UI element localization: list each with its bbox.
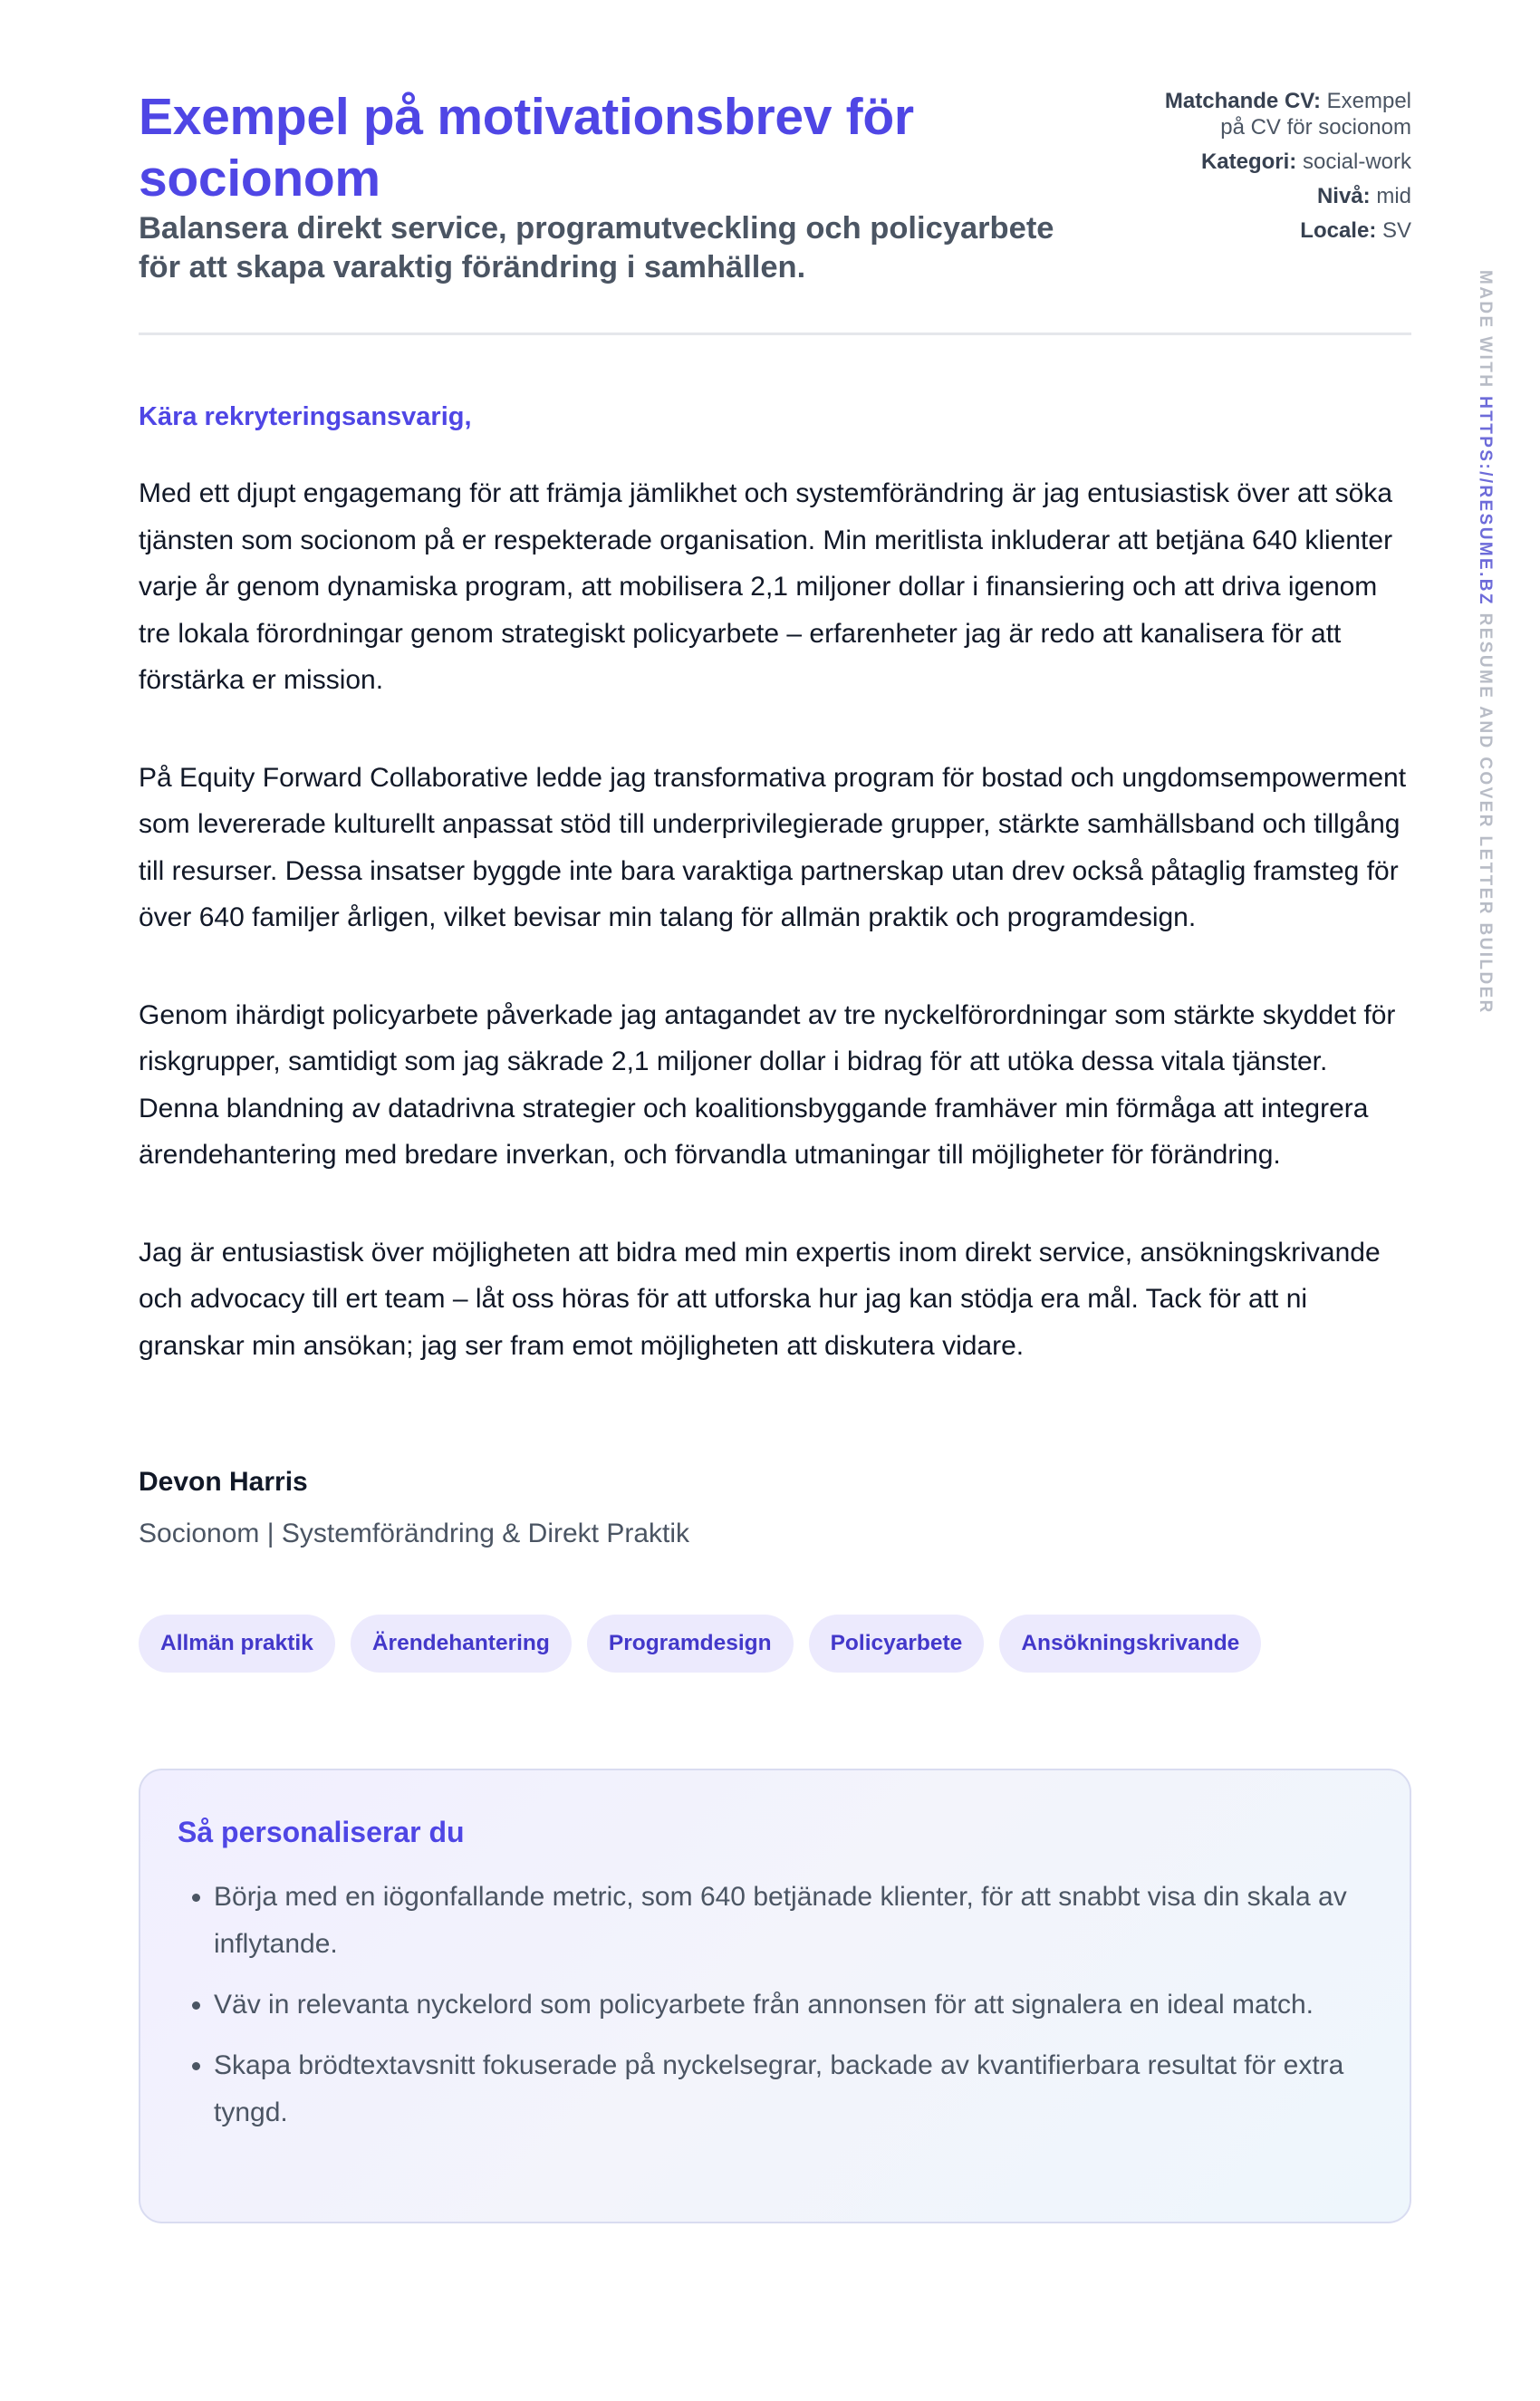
watermark-link[interactable]: HTTPS://RESUME.BZ bbox=[1476, 396, 1495, 606]
watermark-text bbox=[1475, 270, 1495, 1015]
meta-key: Nivå: bbox=[1316, 184, 1371, 208]
signature-title: Socionom | Systemförändring & Direkt Praktik bbox=[139, 1519, 690, 1548]
skill-tag: Allmän praktik bbox=[139, 1615, 335, 1673]
tips-list bbox=[178, 1874, 1373, 2136]
meta-value: mid bbox=[1376, 184, 1411, 208]
meta-value: social-work bbox=[1302, 149, 1411, 174]
meta-key: Locale: bbox=[1300, 218, 1377, 243]
page-title: Exempel på motivationsbrev för socionom bbox=[139, 88, 914, 207]
meta-value-link[interactable]: Exempel på CV för socionom bbox=[1220, 89, 1411, 140]
watermark-suffix: RESUME AND COVER LETTER BUILDER bbox=[1476, 612, 1495, 1015]
meta-category bbox=[1140, 149, 1411, 175]
page-subtitle: Balansera direkt service, programutveckling och policyarbete för att skapa varaktig förändring i samhällen. bbox=[139, 211, 1054, 284]
meta-locale bbox=[1140, 217, 1411, 244]
letter-paragraph: Genom ihärdigt policyarbete påverkade jag antagandet av tre nyckelförordningar som stärkte skyddet för riskgrupper, samtidigt som jag säkrade 2,1 miljoner dollar i bidrag för att utöka dessa vitala tjänster. Denna blandning av datadrivna strategier och koalitionsbyggande framhäver min förmåga att integrera ärendehantering med bredare inverkan, och förvandla utmaningar till möjligheter för förändring. bbox=[139, 999, 1396, 1170]
meta-key: Matchande CV: bbox=[1164, 89, 1321, 113]
letter-body bbox=[139, 470, 1411, 1369]
tips-title: Så personaliserar du bbox=[178, 1816, 465, 1848]
personalization-tips-box bbox=[139, 1769, 1411, 2223]
skill-tag: Policyarbete bbox=[809, 1615, 985, 1673]
skill-tag: Ärendehantering bbox=[351, 1615, 572, 1673]
tip-item: • Börja med en iögonfallande metric, som 640 betjänade klienter, för att snabbt visa din skala av inflytande. bbox=[214, 1874, 1373, 1968]
letter-salutation: Kära rekryteringsansvarig, bbox=[139, 402, 472, 431]
document-header bbox=[139, 86, 1411, 335]
meta-level bbox=[1140, 183, 1411, 209]
signature-name: Devon Harris bbox=[139, 1467, 308, 1497]
letter-paragraph: Jag är entusiastisk över möjligheten att bidra med min expertis inom direkt service, ansökningskrivande och advocacy till ert team – låt oss höras för att utforska hur jag kan stödja era mål. Tack för att ni granskar min ansökan; jag ser fram emot möjligheten att diskutera vidare. bbox=[139, 1237, 1381, 1361]
skill-tags bbox=[139, 1615, 1411, 1673]
tip-item: • Väv in relevanta nyckelord som policyarbete från annonsen för att signalera en ideal match. bbox=[214, 1982, 1373, 2029]
skill-tag: Programdesign bbox=[587, 1615, 794, 1673]
letter-signature bbox=[139, 1463, 1411, 1553]
skill-tag: Ansökningskrivande bbox=[999, 1615, 1261, 1673]
letter-paragraph: På Equity Forward Collaborative ledde jag transformativa program för bostad och ungdomsempowerment som levererade kulturellt anpassat stöd till underprivilegierade grupper, stärkte samhällsband och tillgång till resurser. Dessa insatser byggde inte bara varaktiga partnerskap utan drev också påtaglig framsteg för över 640 familjer årligen, vilket bevisar min talang för allmän praktik och programdesign. bbox=[139, 762, 1407, 932]
meta-matching-cv bbox=[1140, 88, 1411, 140]
meta-key: Kategori: bbox=[1200, 149, 1297, 174]
meta-info bbox=[1140, 88, 1411, 252]
tip-item: • Skapa brödtextavsnitt fokuserade på nyckelsegrar, backade av kvantifierbara resultat för extra tyngd. bbox=[214, 2042, 1373, 2136]
letter-paragraph: Med ett djupt engagemang för att främja jämlikhet och systemförändring är jag entusiastisk över att söka tjänsten som socionom på er respekterade organisation. Min meritlista inkluderar att betjäna 640 klienter varje år genom dynamiska program, att mobilisera 2,1 miljoner dollar i finansiering och att driva igenom tre lokala förordningar genom strategiskt policyarbete – erfarenheter jag är redo att kanalisera för att förstärka er mission. bbox=[139, 478, 1393, 695]
cover-letter-page bbox=[139, 86, 1411, 2223]
meta-value: SV bbox=[1381, 218, 1411, 243]
watermark-prefix: MADE WITH bbox=[1476, 270, 1495, 390]
